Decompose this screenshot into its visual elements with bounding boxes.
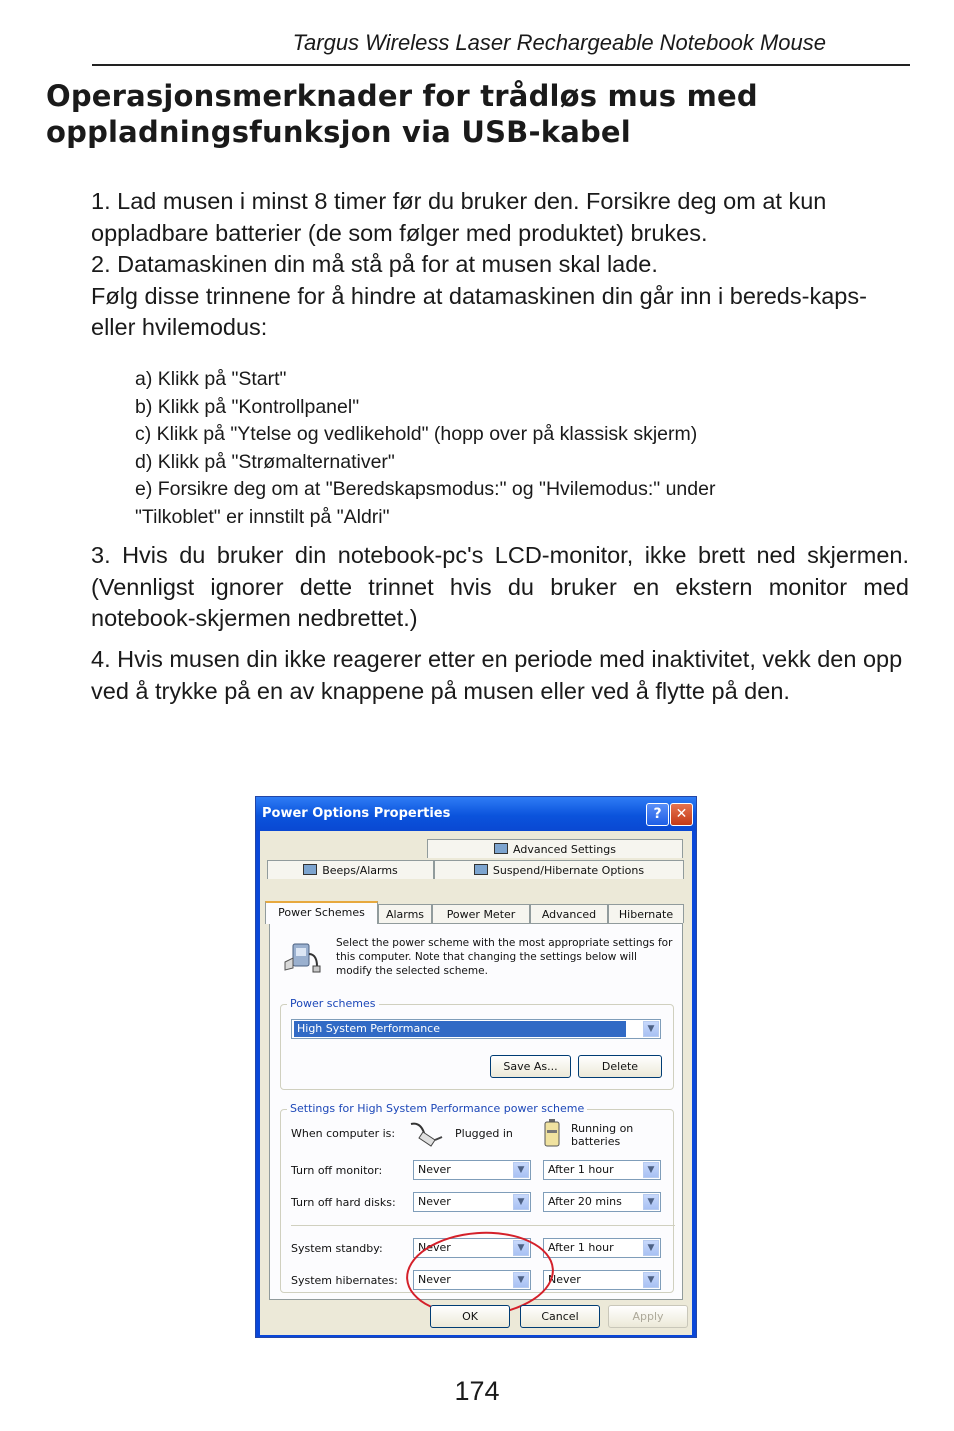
tab-hibernate[interactable]: Hibernate <box>608 904 684 923</box>
delete-button[interactable]: Delete <box>578 1055 662 1078</box>
heading-line-1: Operasjonsmerknader for trådløs mus med <box>46 79 758 113</box>
chevron-down-icon[interactable]: ▼ <box>513 1240 529 1256</box>
monitor-battery-select[interactable] <box>543 1160 661 1180</box>
plugged-in-label: Plugged in <box>455 1127 513 1140</box>
header-rule <box>92 64 910 66</box>
disks-plugged-select[interactable] <box>413 1192 531 1212</box>
sub-step: "Tilkoblet" er innstilt på "Aldri" <box>135 505 390 528</box>
power-plug-icon <box>281 940 321 976</box>
tab-alarms[interactable]: Alarms <box>378 904 432 923</box>
scheme-description: Select the power scheme with the most appropriate settings for this computer. Note that changing the settings below will modify the selected scheme. <box>336 937 673 977</box>
sub-step: a) Klikk på "Start" <box>135 368 287 390</box>
dialog-title: Power Options Properties <box>262 806 451 821</box>
page-number: 174 <box>454 1376 500 1406</box>
running-header: Targus Wireless Laser Rechargeable Notebook Mouse <box>292 30 826 55</box>
chevron-down-icon[interactable]: ▼ <box>513 1162 529 1178</box>
sub-step: e) Forsikre deg om at "Beredskapsmodus:" og "Hvilemodus:" under <box>135 478 716 500</box>
separator <box>291 1225 675 1226</box>
chevron-down-icon[interactable]: ▼ <box>643 1272 659 1288</box>
power-schemes-group <box>280 997 674 1090</box>
select-value: After 1 hour <box>548 1241 614 1254</box>
tab-label: Advanced Settings <box>513 843 616 856</box>
dialog-titlebar <box>256 797 696 831</box>
tab-beeps-alarms[interactable] <box>267 860 434 879</box>
select-value: Never <box>418 1163 451 1176</box>
select-value: After 1 hour <box>548 1163 614 1176</box>
dialog-client <box>260 831 692 1335</box>
group-label: Power schemes <box>287 997 379 1010</box>
sub-step: c) Klikk på "Ytelse og vedlikehold" (hopp over på klassisk skjerm) <box>135 423 698 445</box>
follow-steps-text: Følg disse trinnene for å hindre at datamaskinen din går inn i bereds-kaps- eller hvilemodus: <box>91 282 867 340</box>
monitor-plugged-select[interactable] <box>413 1160 531 1180</box>
ok-button[interactable]: OK <box>430 1305 510 1328</box>
select-value: Never <box>418 1195 451 1208</box>
tab-power-meter[interactable]: Power Meter <box>432 904 530 923</box>
close-button[interactable]: ✕ <box>670 803 693 826</box>
step-1-text: 1. Lad musen i minst 8 timer før du bruker den. Forsikre deg om at kun oppladbare batterier (de som følger med produktet) brukes. <box>91 188 827 246</box>
cancel-button[interactable]: Cancel <box>520 1305 600 1328</box>
select-value: After 20 mins <box>548 1195 622 1208</box>
scheme-value: High System Performance <box>294 1021 626 1037</box>
notebook-icon <box>303 864 317 875</box>
sub-steps-list <box>135 366 895 531</box>
tab-label: Beeps/Alarms <box>322 864 398 877</box>
system-hibernates-label: System hibernates: <box>291 1274 398 1287</box>
intro-paragraph <box>91 186 909 344</box>
notebook-icon <box>474 864 488 875</box>
power-options-dialog <box>255 796 697 1338</box>
select-value: Never <box>418 1241 451 1254</box>
chevron-down-icon[interactable]: ▼ <box>513 1194 529 1210</box>
tab-advanced[interactable]: Advanced <box>530 904 608 923</box>
standby-battery-select[interactable] <box>543 1238 661 1258</box>
when-computer-is-label: When computer is: <box>291 1127 396 1140</box>
save-as-button[interactable]: Save As... <box>490 1055 571 1078</box>
system-standby-label: System standby: <box>291 1242 383 1255</box>
section-heading <box>46 78 926 150</box>
turn-off-disks-label: Turn off hard disks: <box>291 1196 396 1209</box>
power-schemes-panel <box>269 923 683 1300</box>
select-value: Never <box>418 1273 451 1286</box>
chevron-down-icon[interactable]: ▼ <box>513 1272 529 1288</box>
battery-icon <box>543 1118 561 1148</box>
select-value: Never <box>548 1273 581 1286</box>
turn-off-monitor-label: Turn off monitor: <box>291 1164 383 1177</box>
step-2-text: 2. Datamaskinen din må stå på for at musen skal lade. <box>91 251 658 277</box>
group-label: Settings for High System Performance power scheme <box>287 1102 587 1115</box>
hibernate-battery-select[interactable] <box>543 1270 661 1290</box>
chevron-down-icon[interactable]: ▼ <box>643 1162 659 1178</box>
disks-battery-select[interactable] <box>543 1192 661 1212</box>
tab-suspend-hibernate[interactable] <box>434 860 684 879</box>
chevron-down-icon[interactable]: ▼ <box>643 1240 659 1256</box>
notebook-icon <box>494 843 508 854</box>
plug-icon <box>409 1118 445 1148</box>
step-4-paragraph: 4. Hvis musen din ikke reagerer etter en periode med inaktivitet, vekk den opp ved å trykke på en av knappene på musen eller ved å flytte på den. <box>91 646 903 704</box>
apply-button[interactable]: Apply <box>608 1305 688 1328</box>
running-on-batteries-label: Running on batteries <box>571 1122 634 1148</box>
tab-label: Suspend/Hibernate Options <box>492 864 645 877</box>
tab-power-schemes[interactable]: Power Schemes <box>265 901 378 924</box>
heading-line-2: oppladningsfunksjon via USB-kabel <box>46 115 631 149</box>
help-button[interactable]: ? <box>646 803 669 826</box>
tab-advanced-settings[interactable] <box>427 839 683 858</box>
chevron-down-icon[interactable]: ▼ <box>643 1021 659 1037</box>
chevron-down-icon[interactable]: ▼ <box>643 1194 659 1210</box>
sub-step: b) Klikk på "Kontrollpanel" <box>135 395 360 418</box>
power-scheme-select[interactable] <box>291 1019 661 1039</box>
step-3-paragraph: 3. Hvis du bruker din notebook-pc's LCD-monitor, ikke brett ned skjermen. (Vennligst ignorer dette trinnet hvis du bruker en ekstern monitor med notebook-skjermen nedbrettet.) <box>91 542 909 631</box>
sub-step: d) Klikk på "Strømalternativer" <box>135 450 395 473</box>
